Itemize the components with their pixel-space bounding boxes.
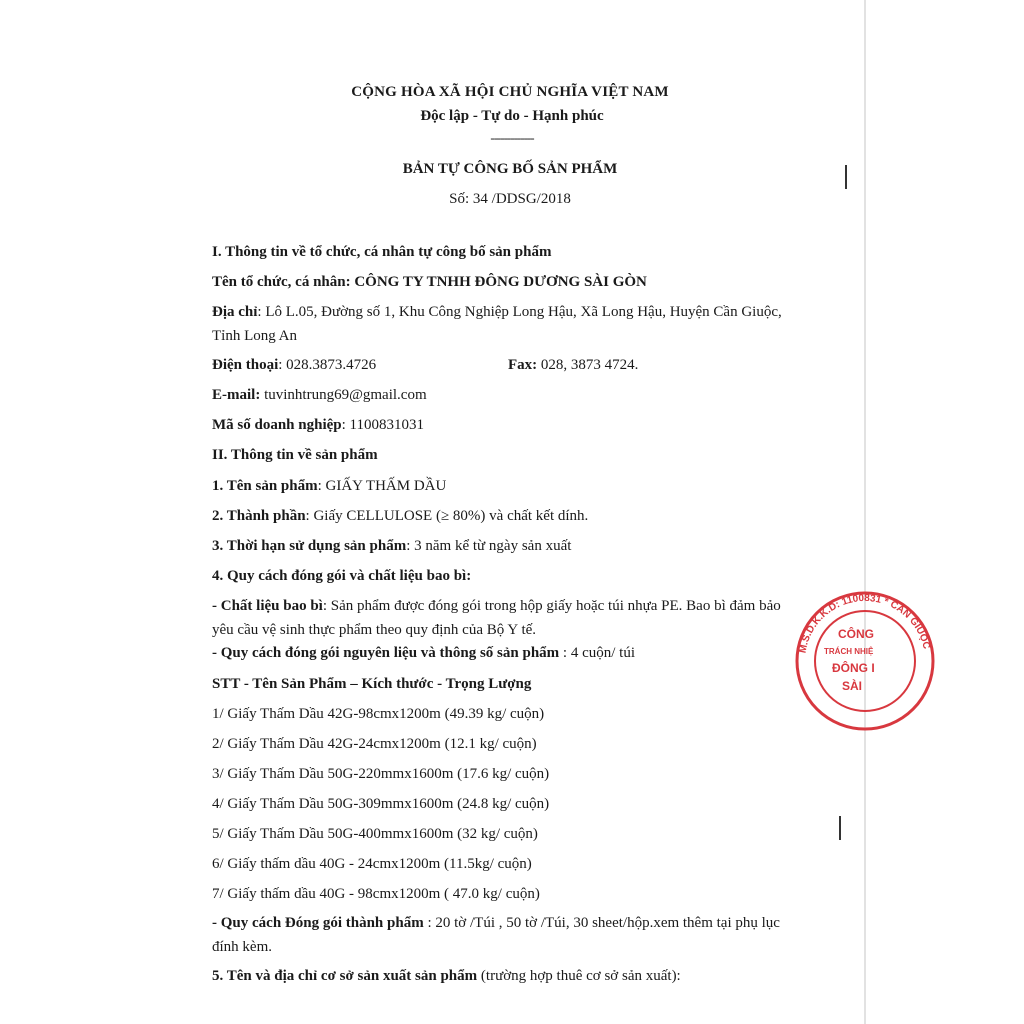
product-item: 6/ Giấy thấm dầu 40G - 24cmx1200m (11.5kg/ cuộn) (212, 856, 532, 872)
header-divider: ------------- (490, 130, 534, 145)
seal-line4: SÀI (842, 679, 863, 693)
product-item: 1/ Giấy Thấm Dầu 42G-98cmx1200m (49.39 kg/ cuộn) (212, 706, 545, 722)
product-item: 4/ Giấy Thấm Dầu 50G-309mmx1600m (24.8 kg/ cuộn) (212, 796, 550, 812)
product-name-label: 1. Tên sản phẩm (212, 478, 318, 494)
email-line (212, 387, 427, 404)
email-value: tuvinhtrung69@gmail.com (260, 387, 427, 403)
product-item: 5/ Giấy Thấm Dầu 50G-400mmx1600m (32 kg/ cuộn) (212, 826, 538, 842)
raw-packing-line (212, 645, 635, 662)
scan-edge-line (864, 0, 866, 1024)
fax-label: Fax: (508, 357, 538, 373)
product-item: 2/ Giấy Thấm Dầu 42G-24cmx1200m (12.1 kg/ cuộn) (212, 736, 537, 752)
shelf-life-line (212, 538, 571, 555)
material-value-line2: yêu cầu vệ sinh thực phẩm theo quy định của Bộ Y tế. (212, 622, 537, 638)
tax-value: : 1100831031 (341, 417, 424, 433)
fax-line (508, 357, 638, 374)
seal-line3: ĐÔNG I (832, 661, 875, 675)
material-line (212, 598, 781, 615)
manufacturer-line (212, 968, 681, 985)
motto: Độc lập - Tự do - Hạnh phúc (420, 108, 604, 124)
composition-label: 2. Thành phần (212, 508, 306, 524)
composition-value: : Giấy CELLULOSE (≥ 80%) và chất kết dính. (305, 508, 589, 524)
address-line (212, 304, 782, 321)
shelf-life-label: 3. Thời hạn sử dụng sản phẩm (212, 538, 407, 554)
tax-line (212, 417, 424, 434)
address-value-line1: : Lô L.05, Đường số 1, Khu Công Nghiệp Long Hậu, Xã Long Hậu, Huyện Cần Giuộc, (257, 304, 782, 320)
org-label: Tên tổ chức, cá nhân: (212, 274, 355, 290)
phone-value: : 028.3873.4726 (278, 357, 377, 373)
composition-line (212, 508, 588, 525)
finished-packing-value-line2: đính kèm. (212, 939, 272, 955)
raw-packing-value: : 4 cuộn/ túi (559, 645, 635, 661)
country-heading: CỘNG HÒA XÃ HỘI CHỦ NGHĨA VIỆT NAM (351, 84, 669, 100)
shelf-life-value: : 3 năm kể từ ngày sản xuất (406, 538, 572, 554)
section1-heading: I. Thông tin về tổ chức, cá nhân tự công bố sản phẩm (212, 244, 552, 260)
tax-label: Mã số doanh nghiệp (212, 417, 342, 433)
seal-line2: TRÁCH NHIỆ (824, 647, 874, 656)
product-item: 3/ Giấy Thấm Dầu 50G-220mmx1600m (17.6 kg/ cuộn) (212, 766, 550, 782)
org-value: CÔNG TY TNHH ĐÔNG DƯƠNG SÀI GÒN (354, 274, 647, 290)
document-title: BẢN TỰ CÔNG BỐ SẢN PHẨM (402, 161, 618, 177)
address-value-line2: Tỉnh Long An (212, 328, 297, 344)
seal-line1: CÔNG (838, 627, 874, 641)
product-name-value: : GIẤY THẤM DẦU (317, 478, 447, 494)
product-item: 7/ Giấy thấm dầu 40G - 98cmx1200m ( 47.0 kg/ cuộn) (212, 886, 540, 902)
email-label: E-mail: (212, 387, 261, 403)
manufacturer-label: 5. Tên và địa chỉ cơ sở sản xuất sản phẩm (212, 968, 478, 984)
finished-packing-value-line1: : 20 tờ /Túi , 50 tờ /Túi, 30 sheet/hộp.xem thêm tại phụ lục (423, 915, 780, 931)
seal-ring-text: M.S.D.K.K.D: 1100831 * CẦN GIUỘC (797, 592, 932, 655)
company-seal-stamp (790, 586, 940, 736)
material-value-line1: : Sản phẩm được đóng gói trong hộp giấy hoặc túi nhựa PE. Bao bì đảm bảo (322, 598, 781, 614)
phone-label: Điện thoại (212, 357, 279, 373)
scan-mark (839, 816, 841, 840)
raw-packing-label: - Quy cách đóng gói nguyên liệu và thông số sản phẩm (212, 645, 560, 661)
finished-packing-line (212, 915, 780, 932)
fax-value: 028, 3873 4724. (537, 357, 639, 373)
phone-line (212, 357, 376, 374)
section2-heading: II. Thông tin về sản phẩm (212, 447, 378, 463)
seal-icon (790, 586, 940, 736)
material-label: - Chất liệu bao bì (212, 598, 323, 614)
org-line (212, 274, 647, 291)
product-name-line (212, 478, 446, 495)
manufacturer-value: (trường hợp thuê cơ sở sản xuất): (477, 968, 681, 984)
packaging-heading: 4. Quy cách đóng gói và chất liệu bao bì: (212, 568, 472, 584)
address-label: Địa chỉ (212, 304, 258, 320)
document-number: Số: 34 /DDSG/2018 (449, 191, 571, 207)
finished-packing-label: - Quy cách Đóng gói thành phẩm (212, 915, 424, 931)
product-table-heading: STT - Tên Sản Phẩm – Kích thước - Trọng Lượng (212, 676, 532, 692)
